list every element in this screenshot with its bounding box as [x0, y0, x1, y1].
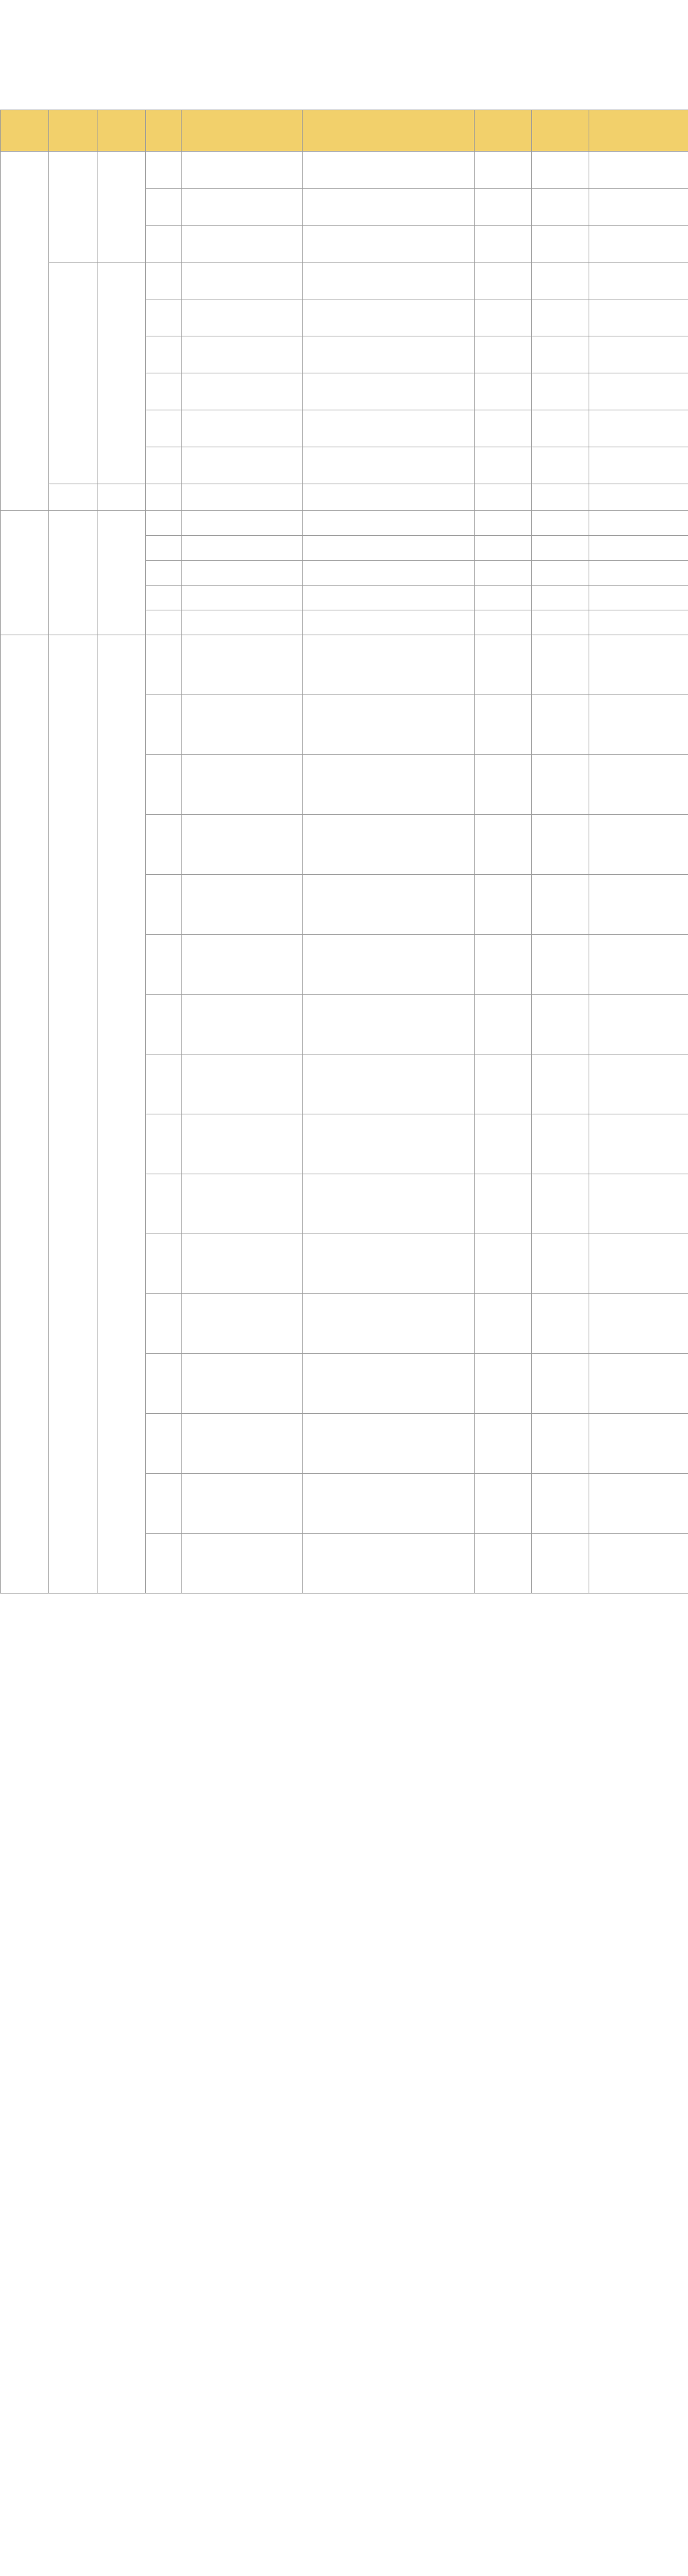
provincial-subsidy-cell — [532, 336, 589, 373]
table-row — [1, 152, 688, 189]
grade-name-cell — [182, 1294, 303, 1354]
central-subsidy-cell — [475, 263, 532, 299]
provincial-subsidy-cell — [532, 152, 589, 189]
grade-name-cell — [182, 1534, 303, 1594]
central-subsidy-cell — [475, 152, 532, 189]
table-header-row — [1, 110, 688, 152]
central-subsidy-cell — [475, 1174, 532, 1234]
config-params-cell — [303, 511, 475, 536]
note-cell — [589, 189, 688, 226]
grade-name-cell — [182, 1054, 303, 1114]
central-subsidy-cell — [475, 299, 532, 336]
item-cell — [97, 263, 146, 484]
central-subsidy-cell — [475, 586, 532, 610]
provincial-subsidy-cell — [532, 1294, 589, 1354]
grade-number-cell — [146, 263, 182, 299]
config-params-cell — [303, 299, 475, 336]
config-params-cell — [303, 935, 475, 995]
config-params-cell — [303, 815, 475, 875]
note-cell — [589, 1174, 688, 1234]
central-subsidy-cell — [475, 336, 532, 373]
subcategory-cell — [49, 152, 97, 263]
central-subsidy-cell — [475, 1354, 532, 1414]
item-cell — [97, 484, 146, 511]
note-cell — [589, 226, 688, 263]
provincial-subsidy-cell — [532, 263, 589, 299]
note-cell — [589, 373, 688, 410]
provincial-subsidy-cell — [532, 536, 589, 561]
subsidy-table — [0, 110, 688, 1594]
provincial-subsidy-cell — [532, 586, 589, 610]
grade-number-cell — [146, 511, 182, 536]
central-subsidy-cell — [475, 373, 532, 410]
config-params-cell — [303, 447, 475, 484]
grade-name-cell — [182, 1174, 303, 1234]
grade-name-cell — [182, 299, 303, 336]
note-cell — [589, 536, 688, 561]
subcategory-cell — [49, 511, 97, 635]
central-subsidy-cell — [475, 995, 532, 1054]
grade-name-cell — [182, 610, 303, 635]
grade-number-cell — [146, 1114, 182, 1174]
config-params-cell — [303, 1234, 475, 1294]
provincial-subsidy-cell — [532, 1474, 589, 1534]
note-cell — [589, 586, 688, 610]
note-cell — [589, 1294, 688, 1354]
central-subsidy-cell — [475, 935, 532, 995]
note-cell — [589, 1534, 688, 1594]
provincial-subsidy-cell — [532, 1414, 589, 1474]
header-item — [97, 110, 146, 152]
grade-name-cell — [182, 1234, 303, 1294]
grade-name-cell — [182, 995, 303, 1054]
grade-name-cell — [182, 1354, 303, 1414]
provincial-subsidy-cell — [532, 815, 589, 875]
central-subsidy-cell — [475, 447, 532, 484]
config-params-cell — [303, 484, 475, 511]
provincial-subsidy-cell — [532, 635, 589, 695]
note-cell — [589, 995, 688, 1054]
config-params-cell — [303, 1474, 475, 1534]
subcategory-cell — [49, 635, 97, 1594]
grade-number-cell — [146, 935, 182, 995]
provincial-subsidy-cell — [532, 447, 589, 484]
provincial-subsidy-cell — [532, 561, 589, 586]
grade-name-cell — [182, 189, 303, 226]
config-params-cell — [303, 695, 475, 755]
provincial-subsidy-cell — [532, 299, 589, 336]
central-subsidy-cell — [475, 484, 532, 511]
category-cell — [1, 511, 49, 635]
grade-name-cell — [182, 1474, 303, 1534]
central-subsidy-cell — [475, 410, 532, 447]
grade-number-cell — [146, 561, 182, 586]
note-cell — [589, 152, 688, 189]
grade-number-cell — [146, 1054, 182, 1114]
table-body — [1, 152, 688, 1594]
provincial-subsidy-cell — [532, 695, 589, 755]
grade-number-cell — [146, 447, 182, 484]
provincial-subsidy-cell — [532, 610, 589, 635]
central-subsidy-cell — [475, 610, 532, 635]
config-params-cell — [303, 561, 475, 586]
central-subsidy-cell — [475, 815, 532, 875]
provincial-subsidy-cell — [532, 875, 589, 935]
grade-number-cell — [146, 536, 182, 561]
item-cell — [97, 635, 146, 1594]
grade-name-cell — [182, 586, 303, 610]
note-cell — [589, 1414, 688, 1474]
note-cell — [589, 1054, 688, 1114]
grade-number-cell — [146, 695, 182, 755]
config-params-cell — [303, 1414, 475, 1474]
config-params-cell — [303, 610, 475, 635]
note-cell — [589, 755, 688, 815]
grade-number-cell — [146, 189, 182, 226]
config-params-cell — [303, 875, 475, 935]
grade-number-cell — [146, 484, 182, 511]
central-subsidy-cell — [475, 695, 532, 755]
grade-number-cell — [146, 875, 182, 935]
central-subsidy-cell — [475, 1414, 532, 1474]
config-params-cell — [303, 1534, 475, 1594]
grade-number-cell — [146, 1174, 182, 1234]
central-subsidy-cell — [475, 1234, 532, 1294]
central-subsidy-cell — [475, 1534, 532, 1594]
config-params-cell — [303, 336, 475, 373]
subcategory-cell — [49, 263, 97, 484]
config-params-cell — [303, 536, 475, 561]
central-subsidy-cell — [475, 635, 532, 695]
config-params-cell — [303, 995, 475, 1054]
grade-name-cell — [182, 373, 303, 410]
grade-name-cell — [182, 695, 303, 755]
provincial-subsidy-cell — [532, 935, 589, 995]
table-row — [1, 484, 688, 511]
provincial-subsidy-cell — [532, 1234, 589, 1294]
category-cell — [1, 635, 49, 1594]
grade-number-cell — [146, 1354, 182, 1414]
note-cell — [589, 935, 688, 995]
note-cell — [589, 1474, 688, 1534]
central-subsidy-cell — [475, 1054, 532, 1114]
grade-name-cell — [182, 1414, 303, 1474]
provincial-subsidy-cell — [532, 1174, 589, 1234]
grade-name-cell — [182, 152, 303, 189]
page-title — [0, 0, 688, 110]
provincial-subsidy-cell — [532, 1114, 589, 1174]
table-row — [1, 511, 688, 536]
central-subsidy-cell — [475, 755, 532, 815]
header-note — [589, 110, 688, 152]
subcategory-cell — [49, 484, 97, 511]
note-cell — [589, 410, 688, 447]
note-cell — [589, 610, 688, 635]
central-subsidy-cell — [475, 226, 532, 263]
config-params-cell — [303, 410, 475, 447]
header-grade-name — [182, 110, 303, 152]
central-subsidy-cell — [475, 1114, 532, 1174]
table-row — [1, 635, 688, 695]
grade-number-cell — [146, 586, 182, 610]
grade-name-cell — [182, 447, 303, 484]
grade-name-cell — [182, 226, 303, 263]
provincial-subsidy-cell — [532, 226, 589, 263]
provincial-subsidy-cell — [532, 511, 589, 536]
provincial-subsidy-cell — [532, 1354, 589, 1414]
header-subcategory — [49, 110, 97, 152]
header-grade-number — [146, 110, 182, 152]
header-provincial-subsidy — [532, 110, 589, 152]
note-cell — [589, 695, 688, 755]
note-cell — [589, 561, 688, 586]
provincial-subsidy-cell — [532, 1054, 589, 1114]
provincial-subsidy-cell — [532, 1534, 589, 1594]
category-cell — [1, 152, 49, 511]
item-cell — [97, 152, 146, 263]
central-subsidy-cell — [475, 1294, 532, 1354]
provincial-subsidy-cell — [532, 484, 589, 511]
grade-number-cell — [146, 1474, 182, 1534]
note-cell — [589, 484, 688, 511]
central-subsidy-cell — [475, 536, 532, 561]
grade-name-cell — [182, 561, 303, 586]
provincial-subsidy-cell — [532, 189, 589, 226]
config-params-cell — [303, 1354, 475, 1414]
header-category — [1, 110, 49, 152]
table-row — [1, 263, 688, 299]
grade-number-cell — [146, 610, 182, 635]
grade-name-cell — [182, 875, 303, 935]
grade-number-cell — [146, 410, 182, 447]
note-cell — [589, 1354, 688, 1414]
note-cell — [589, 511, 688, 536]
grade-number-cell — [146, 226, 182, 263]
grade-number-cell — [146, 1414, 182, 1474]
grade-name-cell — [182, 1114, 303, 1174]
central-subsidy-cell — [475, 875, 532, 935]
central-subsidy-cell — [475, 1474, 532, 1534]
grade-number-cell — [146, 815, 182, 875]
grade-name-cell — [182, 511, 303, 536]
config-params-cell — [303, 152, 475, 189]
note-cell — [589, 447, 688, 484]
grade-number-cell — [146, 336, 182, 373]
grade-number-cell — [146, 373, 182, 410]
note-cell — [589, 299, 688, 336]
grade-number-cell — [146, 299, 182, 336]
grade-name-cell — [182, 484, 303, 511]
central-subsidy-cell — [475, 561, 532, 586]
config-params-cell — [303, 586, 475, 610]
grade-number-cell — [146, 995, 182, 1054]
grade-name-cell — [182, 410, 303, 447]
note-cell — [589, 875, 688, 935]
config-params-cell — [303, 373, 475, 410]
config-params-cell — [303, 226, 475, 263]
grade-name-cell — [182, 815, 303, 875]
config-params-cell — [303, 635, 475, 695]
grade-number-cell — [146, 635, 182, 695]
grade-number-cell — [146, 755, 182, 815]
config-params-cell — [303, 263, 475, 299]
grade-name-cell — [182, 536, 303, 561]
note-cell — [589, 815, 688, 875]
grade-name-cell — [182, 263, 303, 299]
grade-number-cell — [146, 1534, 182, 1594]
config-params-cell — [303, 1114, 475, 1174]
grade-number-cell — [146, 1234, 182, 1294]
grade-name-cell — [182, 336, 303, 373]
grade-name-cell — [182, 935, 303, 995]
grade-name-cell — [182, 755, 303, 815]
note-cell — [589, 1114, 688, 1174]
provincial-subsidy-cell — [532, 995, 589, 1054]
central-subsidy-cell — [475, 511, 532, 536]
central-subsidy-cell — [475, 189, 532, 226]
header-central-subsidy — [475, 110, 532, 152]
config-params-cell — [303, 1054, 475, 1114]
config-params-cell — [303, 1174, 475, 1234]
grade-name-cell — [182, 635, 303, 695]
note-cell — [589, 1234, 688, 1294]
note-cell — [589, 635, 688, 695]
grade-number-cell — [146, 152, 182, 189]
note-cell — [589, 336, 688, 373]
note-cell — [589, 263, 688, 299]
config-params-cell — [303, 1294, 475, 1354]
item-cell — [97, 511, 146, 635]
config-params-cell — [303, 755, 475, 815]
provincial-subsidy-cell — [532, 410, 589, 447]
provincial-subsidy-cell — [532, 373, 589, 410]
provincial-subsidy-cell — [532, 755, 589, 815]
config-params-cell — [303, 189, 475, 226]
header-config-params — [303, 110, 475, 152]
grade-number-cell — [146, 1294, 182, 1354]
